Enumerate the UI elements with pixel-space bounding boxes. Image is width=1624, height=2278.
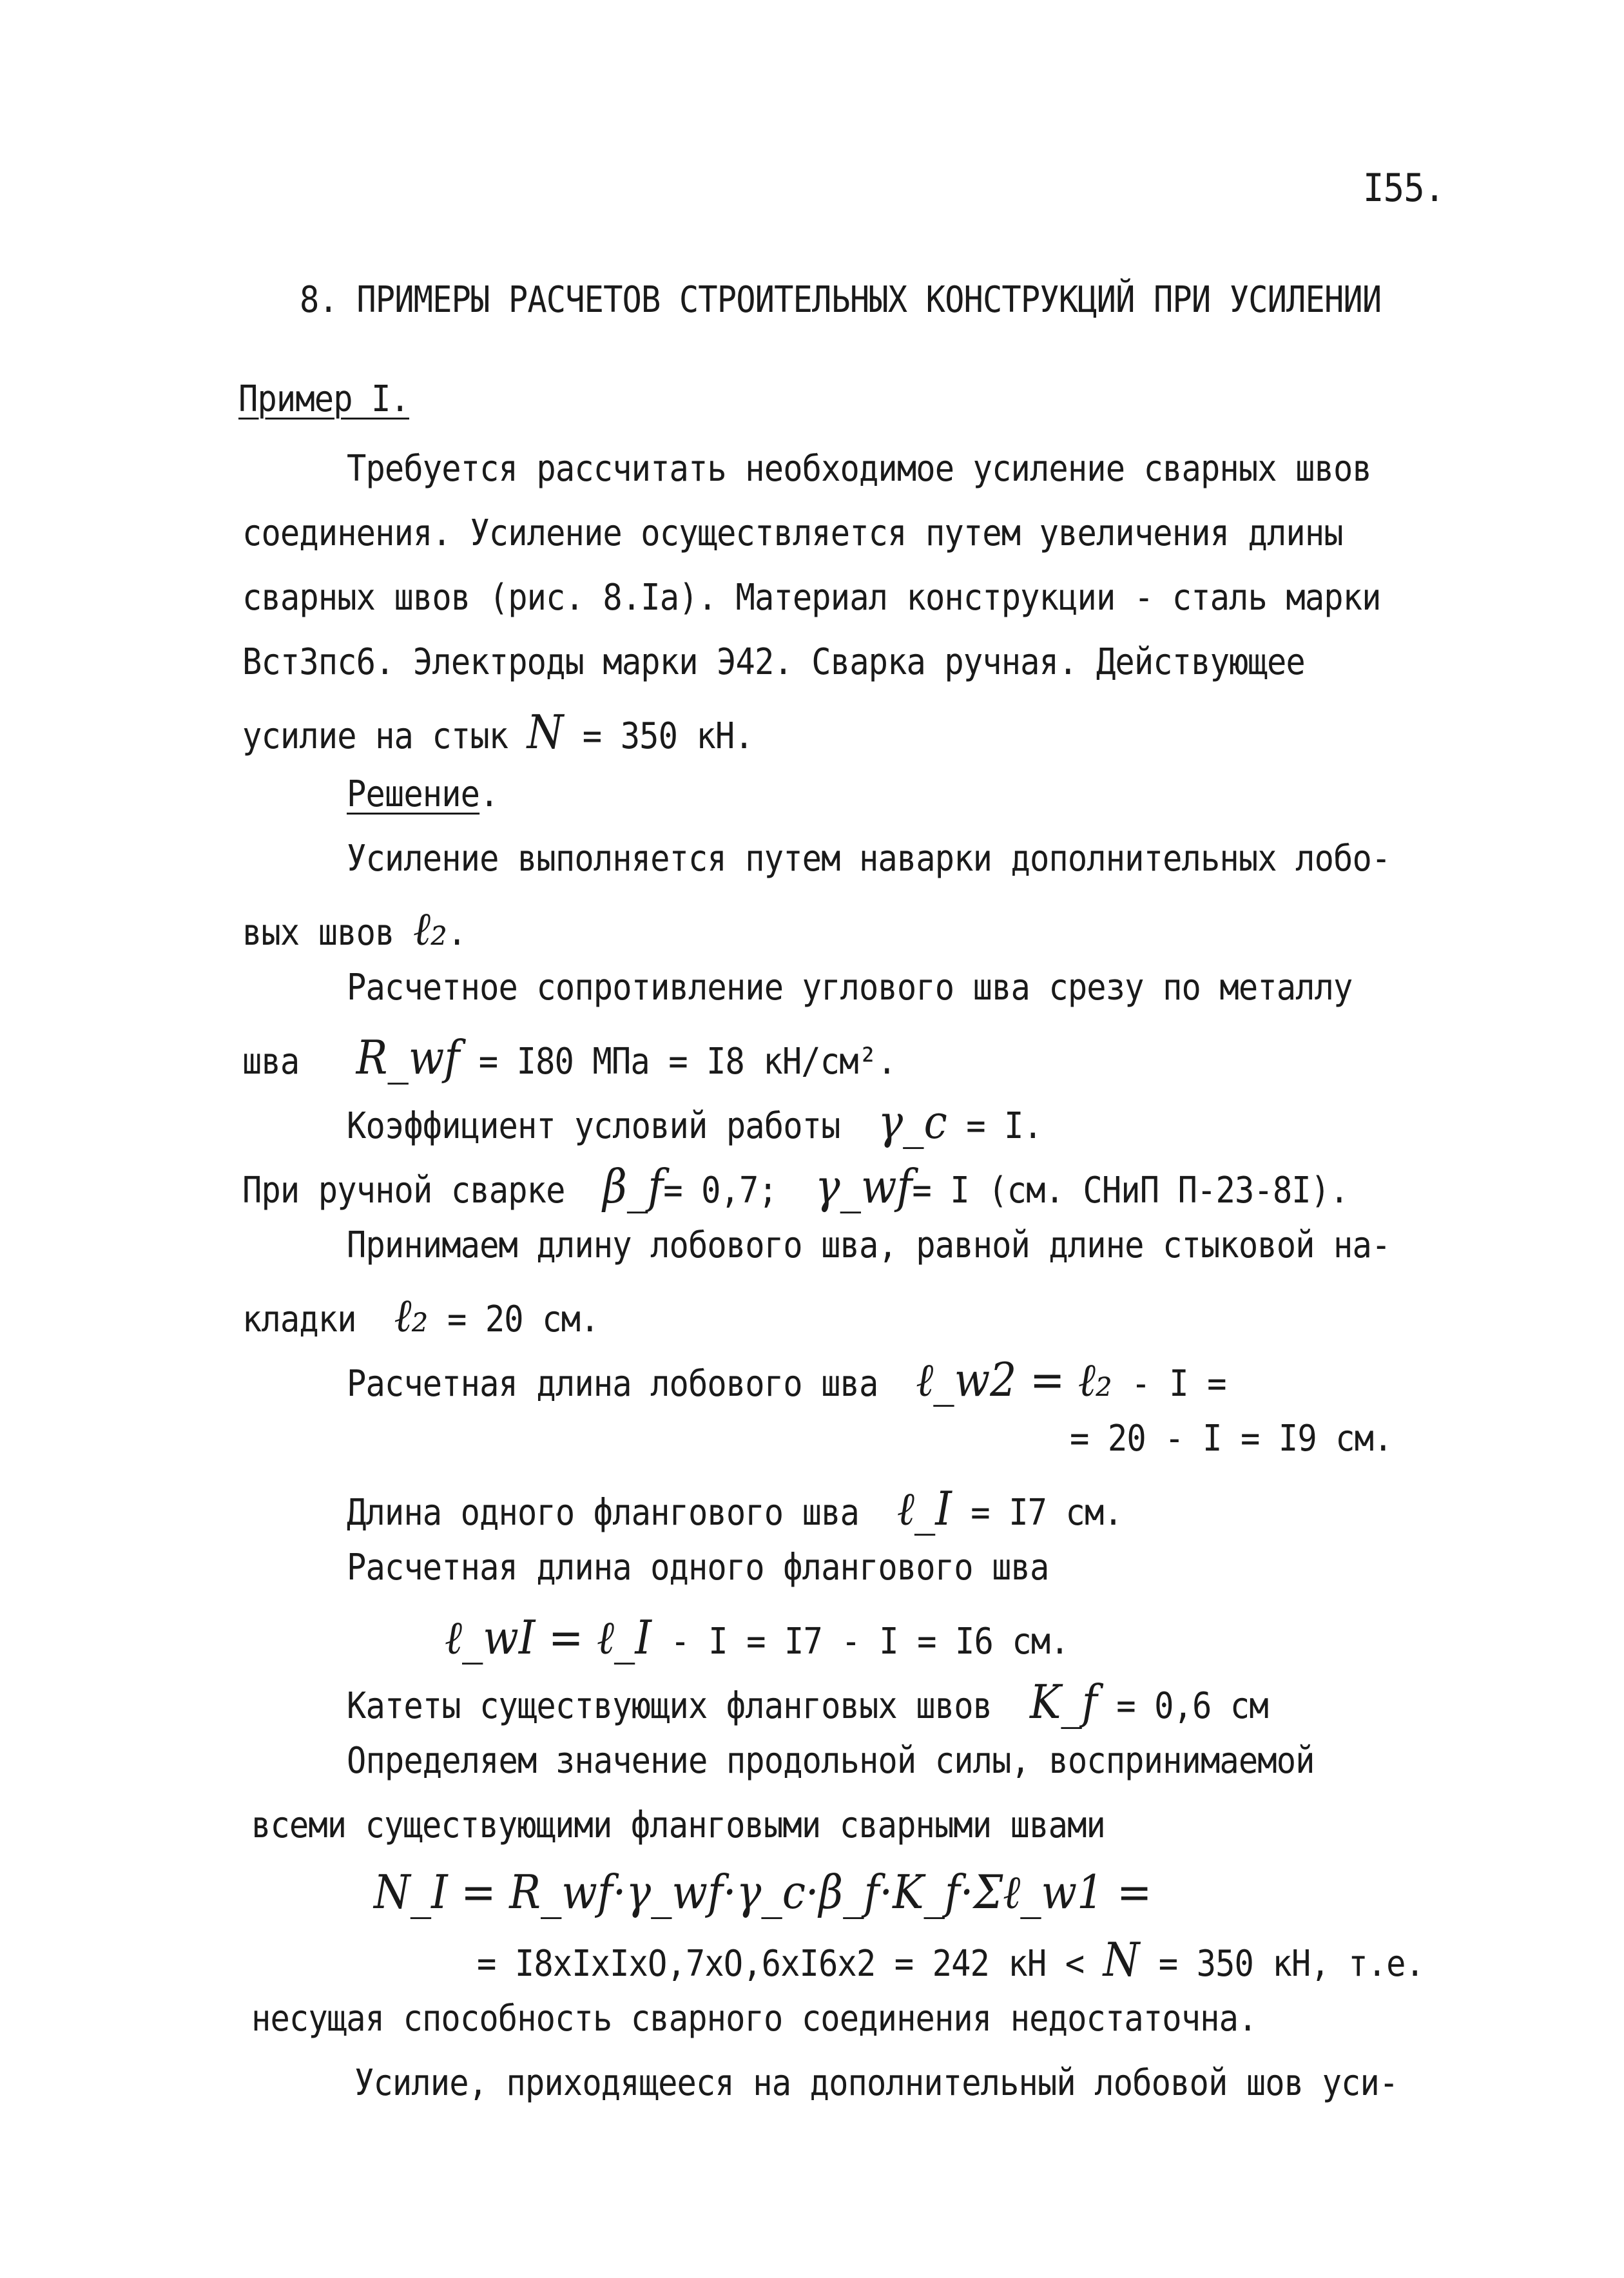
body-line: шва R_wf = I80 МПа = I8 кН/см². bbox=[242, 1030, 896, 1085]
body-line: Требуется рассчитать необходимое усиление сварных швов bbox=[347, 448, 1371, 490]
formula: ℓ_wI = ℓ_I bbox=[445, 1610, 652, 1665]
body-line: вых швов ℓ₂. bbox=[242, 902, 467, 956]
body-line: При ручной сварке β_f= 0,7; γ_wf= I (см. СНиП П-23-8I). bbox=[242, 1159, 1349, 1213]
body-line: ℓ_wI = ℓ_I - I = I7 - I = I6 см. bbox=[445, 1610, 1069, 1665]
formula: N_I = R_wf·γ_wf·γ_c·β_f·K_f·Σℓ_w1 = bbox=[374, 1865, 1152, 1919]
body-line: Катеты существующих фланговых швов K_f = 0,6 см bbox=[347, 1675, 1268, 1729]
body-line: = I8xIxIxO,7xO,6xI6x2 = 242 кН < N = 350 кН, т.е. bbox=[477, 1933, 1424, 1987]
body-line: Расчетная длина лобового шва ℓ_w2 = ℓ₂ - I = bbox=[347, 1353, 1226, 1407]
formula-line bbox=[374, 1865, 1152, 1919]
body-line: усилие на стык N = 350 кН. bbox=[242, 705, 753, 759]
formula: γ_c bbox=[878, 1095, 947, 1149]
formula: N bbox=[1103, 1933, 1140, 1987]
body-line: Определяем значение продольной силы, воспринимаемой bbox=[347, 1740, 1315, 1782]
formula: ℓ₂ bbox=[412, 902, 447, 956]
body-line: несущая способность сварного соединения недостаточна. bbox=[251, 1998, 1257, 2040]
formula: β_f bbox=[603, 1159, 664, 1213]
body-line: = 20 - I = I9 см. bbox=[1070, 1418, 1393, 1460]
formula: N bbox=[527, 705, 564, 759]
body-line: Коэффициент условий работы γ_c = I. bbox=[347, 1095, 1043, 1149]
body-line: Расчетная длина одного флангового шва bbox=[347, 1547, 1049, 1588]
solution-label: Решение. bbox=[347, 773, 499, 815]
formula: K_f bbox=[1029, 1675, 1097, 1729]
section-heading: 8. ПРИМЕРЫ РАСЧЕТОВ СТРОИТЕЛЬНЫХ КОНСТРУКЦИЙ ПРИ УСИЛЕНИИ bbox=[300, 279, 1382, 321]
body-line: сварных швов (рис. 8.Iа). Материал конструкции - сталь марки bbox=[242, 577, 1381, 619]
body-line: кладки ℓ₂ = 20 см. bbox=[242, 1288, 599, 1342]
example-label: Пример I. bbox=[238, 378, 409, 420]
body-line: Усиление выполняется путем наварки дополнительных лобо- bbox=[347, 838, 1391, 880]
page-number: I55. bbox=[1363, 166, 1445, 211]
formula: R_wf bbox=[356, 1030, 460, 1085]
body-line: соединения. Усиление осуществляется путем увеличения длины bbox=[242, 512, 1343, 554]
formula: ℓ₂ bbox=[394, 1288, 429, 1342]
body-line: Длина одного флангового шва ℓ_I = I7 см. bbox=[347, 1482, 1123, 1536]
body-line: Расчетное сопротивление углового шва срезу по металлу bbox=[347, 967, 1353, 1009]
body-line: Принимаем длину лобового шва, равной длине стыковой на- bbox=[347, 1224, 1391, 1266]
formula: ℓ_w2 = ℓ₂ bbox=[916, 1353, 1112, 1407]
body-line: Усилие, приходящееся на дополнительный лобовой шов уси- bbox=[354, 2062, 1398, 2104]
formula: γ_wf bbox=[815, 1159, 913, 1213]
formula: ℓ_I bbox=[896, 1482, 952, 1536]
body-line: всеми существующими фланговыми сварными швами bbox=[251, 1804, 1105, 1846]
body-line: ВстЗпс6. Электроды марки Э42. Сварка ручная. Действующее bbox=[242, 641, 1305, 683]
